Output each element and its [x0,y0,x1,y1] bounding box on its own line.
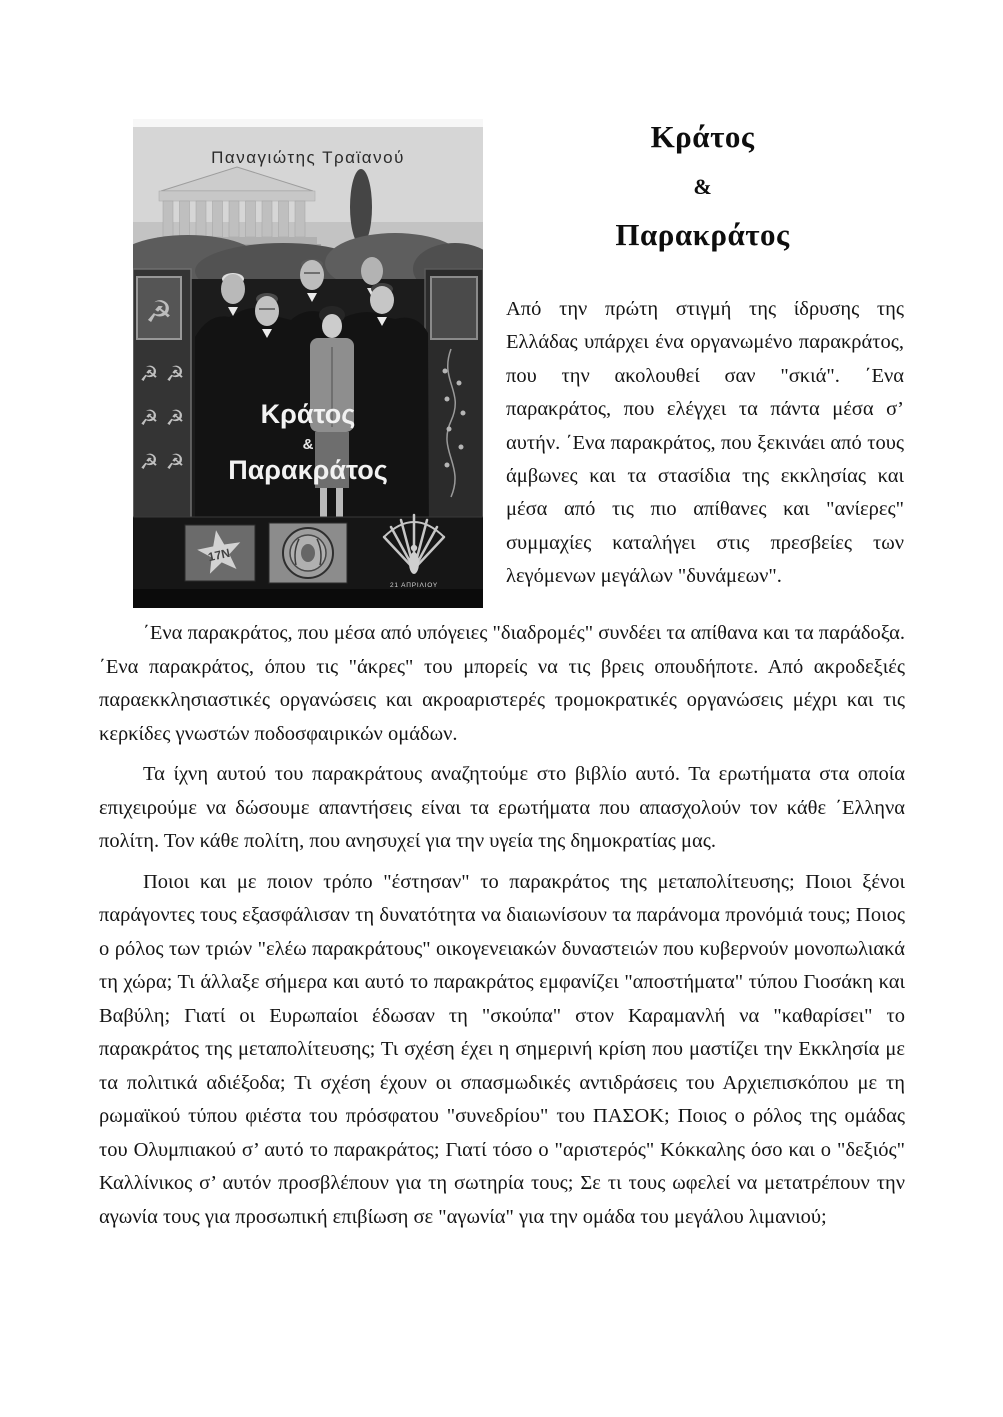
book-cover-image [133,119,483,608]
title-ampersand: & [693,174,712,199]
junta-label: 21 ΑΠΡΙΛΙΟΥ [390,582,438,589]
title-line-kratos: Κράτος [650,119,755,154]
17n-star-logo [185,525,255,581]
hammer-sickle-icon: ☭ [139,406,159,430]
intro-paragraph: Από την πρώτη στιγμή της ίδρυσης της Ελλάδας υπάρχει ένα οργανωμένο παρακράτος, που την ακολουθεί σαν "σκιά". ΄Ενα παρακράτος, που ελέγχει τα πάντα μέσα σ’ αυτήν. ΄Ενα παρακράτος, που ξεκινάει από τους άμβωνες και τα στασίδια της εκκλησίας και μέσα από τις πιο απίθανες και "ανίερες" συμμαχίες καταλήγει στις πρεσβείες των λεγόμενων μεγάλων "δυνάμεων". [506,298,904,588]
title-line-parakratos: Παρακράτος [615,217,790,252]
body-paragraph: Ποιοι και με ποιον τρόπο "έστησαν" το παρακράτος της μεταπολίτευσης; Ποιοι ξένοι παράγοντες τους εξασφάλισαν τη δυνατότητα να διαιωνίσουν τα παράνομα προνόμιά τους; Ποιος ο ρόλος των τριών "ελέω παρακράτους" οικογενειακών δυναστειών που κυβερνούν μονοπωλιακά τη χώρα; Τι άλλαξε σήμερα και αυτό το παρακράτος εμφανίζει "αποστήματα" τύπου Γιοσάκη και Βαβύλη; Γιατί οι Ευρωπαίοι έδωσαν τη "σκούπα" στον Καραμανλή να "καθαρίσει" το παρακράτος της μεταπολίτευσης; Τι σχέση έχει η σημερινή κρίση που μαστίζει την Εκκλησία με τα πολιτικά αδιέξοδα; Τι σχέση έχουν οι σπασμωδικές αντιδράσεις του Αρχιεπισκόπου με τη ρωμαϊκού τύπου φιέστα του πρόσφατου "συνεδρίου" του ΠΑΣΟΚ; Ποιος ο ρόλος της ομάδας του Ολυμπιακού σ’ αυτό το παρακράτος; Γιατί τόσο ο "αριστερός" Κόκκαλης όσο και ο "δεξιός" Καλλίνικος σ’ αυτόν προσβλέπουν για τη σωτηρία τους; Σε τι τους ωφελεί να μετατρέπουν την αγωνία τους για προσωπική επιβίωση σε "αγωνία" για την ομάδα του μεγάλου λιμανιού; [99,870,905,1228]
book-cover-illustration [133,119,483,608]
cover-top-strip [133,119,483,127]
church-banner [425,269,483,555]
cover-title-line2: Παρακράτος [228,455,388,485]
body-paragraph: ΄Ενα παρακράτος, που μέσα από υπόγειες "διαδρομές" συνδέει τα απίθανα και τα παράδοξα. ΄Ενα παρακράτος, όπου τις "άκρες" του μπορείς να τις βρεις οπουδήποτε. Από ακροδεξιές παραεκκλησιαστικές οργανώσεις και ακροαριστερές τρομοκρατικές οργανώσεις μέχρι και τις κερκίδες γνωστών ποδοσφαιρικών ομάδων. [99,622,905,745]
body-paragraph: Τα ίχνη αυτού του παρακράτους αναζητούμε στο βιβλίο αυτό. Τα ερωτήματα στα οποία επιχειρούμε να δώσουμε απαντήσεις είναι τα ερωτήματα που απασχολούν τον κάθε ΄Ελληνα πολίτη. Τον κάθε πολίτη, που ανησυχεί για την υγεία της δημοκρατίας μας. [99,763,905,852]
hammer-sickle-icon: ☭ [165,450,185,474]
cover-title-line1: Κράτος [260,399,356,429]
cover-author: Παναγιώτης Τραϊανού [211,148,405,167]
olympiacos-emblem [269,523,347,583]
hammer-sickle-icon: ☭ [165,362,185,386]
hammer-sickle-banner [133,269,191,555]
17n-label: 17Ν [206,545,232,565]
cover-title-ampersand: & [302,436,314,453]
hammer-sickle-icon: ☭ [165,406,185,430]
hammer-sickle-icon: ☭ [145,296,173,329]
page-title [500,116,905,256]
politicians-photo [195,257,429,539]
hammer-sickle-icon: ☭ [139,362,159,386]
body-text [99,617,905,1241]
hammer-sickle-icon: ☭ [139,450,159,474]
